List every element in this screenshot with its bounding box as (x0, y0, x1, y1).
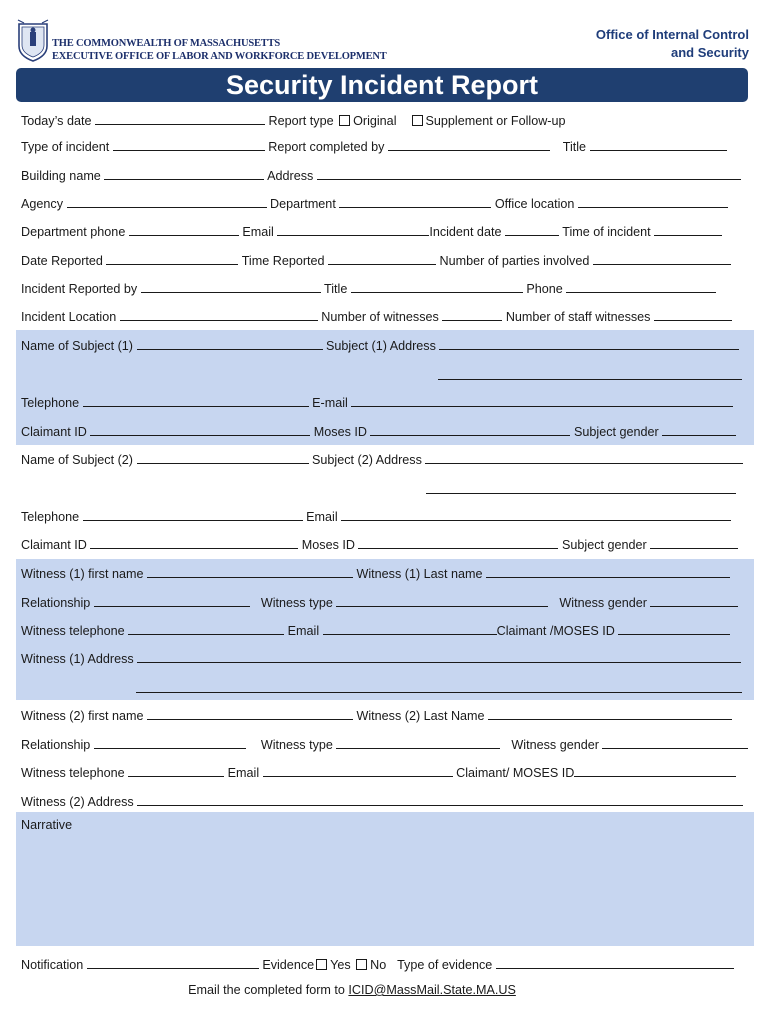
office-location-label: Office location (494, 197, 575, 211)
subject-2-claimant-id-label: Claimant ID (21, 538, 87, 552)
incident-reported-by-label: Incident Reported by (21, 282, 138, 296)
row-department-phone (21, 224, 722, 240)
subject-1-gender-field[interactable] (662, 424, 736, 436)
subject-2-name-field[interactable] (137, 452, 309, 464)
type-of-incident-label: Type of incident (21, 140, 110, 154)
type-of-incident-field[interactable] (113, 139, 265, 151)
subject-2-address-label: Subject (2) Address (312, 453, 422, 467)
supplement-label: Supplement or Follow-up (425, 114, 566, 128)
title-field[interactable] (590, 139, 727, 151)
row-incident-type (21, 139, 727, 155)
witness-1-relationship-label: Relationship (21, 596, 91, 610)
footer-email-instruction (0, 983, 704, 998)
witness-1-type-field[interactable] (336, 595, 548, 607)
row-witness-1-relationship (21, 595, 738, 611)
phone-label: Phone (526, 282, 563, 296)
row-incident-location (21, 309, 732, 325)
witness-1-relationship-field[interactable] (94, 595, 250, 607)
witness-2-type-label: Witness type (260, 738, 333, 752)
witness-2-address-label: Witness (2) Address (21, 795, 134, 809)
witness-1-claimant-moses-label: Claimant /MOSES ID (496, 624, 615, 638)
department-label: Department (270, 197, 336, 211)
reporter-title-label: Title (324, 282, 348, 296)
witness-2-last-name-label: Witness (2) Last Name (356, 709, 485, 723)
witness-2-first-name-field[interactable] (147, 708, 353, 720)
witness-2-gender-label: Witness gender (511, 738, 599, 752)
office-line-2: and Security (670, 45, 749, 60)
department-phone-label: Department phone (21, 225, 126, 239)
supplement-checkbox[interactable] (412, 115, 423, 126)
department-phone-field[interactable] (129, 224, 239, 236)
evidence-no-label: No (370, 958, 387, 972)
subject-1-email-label: E-mail (312, 396, 348, 410)
witness-1-first-name-label: Witness (1) first name (21, 567, 144, 581)
number-of-staff-witnesses-label: Number of staff witnesses (505, 310, 651, 324)
email-field[interactable] (277, 224, 429, 236)
number-of-parties-label: Number of parties involved (439, 254, 590, 268)
witness-2-email-label: Email (227, 766, 260, 780)
witness-1-first-name-field[interactable] (147, 566, 353, 578)
witness-1-gender-label: Witness gender (559, 596, 647, 610)
row-building (21, 168, 741, 184)
witness-1-email-label: Email (287, 624, 320, 638)
row-report-info (21, 113, 566, 129)
row-witness-2-relationship (21, 737, 748, 753)
row-subject-1-ids (21, 424, 736, 440)
narrative-label: Narrative (21, 818, 73, 832)
evidence-yes-checkbox[interactable] (316, 959, 327, 970)
witness-1-claimant-moses-field[interactable] (618, 623, 730, 635)
subject-2-gender-label: Subject gender (561, 538, 647, 552)
witness-2-claimant-moses-label: Claimant/ MOSES ID (456, 766, 575, 780)
subject-2-address-line-2[interactable] (426, 482, 736, 494)
form-title: Security Incident Report (16, 68, 748, 102)
row-reported-by (21, 281, 716, 297)
org-line-2: EXECUTIVE OFFICE OF LABOR AND WORKFORCE DEVELOPMENT (52, 50, 387, 62)
witness-1-address-line-2[interactable] (136, 681, 742, 693)
subject-1-claimant-id-field[interactable] (90, 424, 310, 436)
subject-1-address-label: Subject (1) Address (326, 339, 436, 353)
incident-location-field[interactable] (120, 309, 318, 321)
subject-2-email-label: Email (306, 510, 338, 524)
report-completed-by-label: Report completed by (268, 140, 385, 154)
report-type-label: Report type (268, 114, 334, 128)
title-label: Title (562, 140, 587, 154)
type-of-evidence-label: Type of evidence (397, 958, 493, 972)
subject-2-claimant-id-field[interactable] (90, 537, 298, 549)
subject-1-moses-id-label: Moses ID (313, 425, 367, 439)
department-field[interactable] (339, 196, 491, 208)
row-subject-2-ids (21, 537, 738, 553)
phone-field[interactable] (566, 281, 716, 293)
subject-2-telephone-field[interactable] (83, 509, 303, 521)
building-name-label: Building name (21, 169, 101, 183)
witness-1-email-field[interactable] (323, 623, 497, 635)
witness-2-relationship-field[interactable] (94, 737, 246, 749)
subject-2-address-field[interactable] (425, 452, 743, 464)
number-of-parties-field[interactable] (593, 253, 731, 265)
subject-1-claimant-id-label: Claimant ID (21, 425, 87, 439)
row-witness-2-name (21, 708, 732, 724)
notification-label: Notification (21, 958, 84, 972)
original-label: Original (353, 114, 397, 128)
address-label: Address (267, 169, 314, 183)
witness-2-last-name-field[interactable] (488, 708, 732, 720)
witness-2-address-field[interactable] (137, 794, 743, 806)
row-witness-1-name (21, 566, 730, 582)
witness-2-telephone-label: Witness telephone (21, 766, 125, 780)
witness-2-telephone-field[interactable] (128, 765, 224, 777)
row-subject-2-name (21, 452, 743, 468)
witness-1-last-name-field[interactable] (486, 566, 730, 578)
row-witness-1-telephone (21, 623, 730, 639)
witness-2-claimant-moses-field[interactable] (574, 765, 736, 777)
row-subject-1-address-2 (438, 368, 742, 384)
number-of-witnesses-label: Number of witnesses (321, 310, 439, 324)
witness-1-gender-field[interactable] (650, 595, 738, 607)
row-witness-1-address-2 (136, 681, 742, 697)
organization-name (52, 38, 387, 63)
incident-date-field[interactable] (505, 224, 559, 236)
time-of-incident-field[interactable] (654, 224, 722, 236)
row-date-reported (21, 253, 731, 269)
reporter-title-field[interactable] (351, 281, 523, 293)
witness-2-type-field[interactable] (336, 737, 500, 749)
narrative-area[interactable] (16, 812, 754, 946)
subject-1-telephone-label: Telephone (21, 396, 80, 410)
witness-1-type-label: Witness type (260, 596, 333, 610)
type-of-evidence-field[interactable] (496, 957, 734, 969)
row-subject-1-telephone (21, 395, 733, 411)
number-of-witnesses-field[interactable] (442, 309, 502, 321)
witness-2-first-name-label: Witness (2) first name (21, 709, 144, 723)
subject-2-moses-id-field[interactable] (358, 537, 558, 549)
email-address-link[interactable]: ICID@MassMail.State.MA.US (348, 983, 516, 997)
subject-2-email-field[interactable] (341, 509, 731, 521)
incident-date-label: Incident date (429, 225, 502, 239)
subject-1-name-label: Name of Subject (1) (21, 339, 133, 353)
subject-1-telephone-field[interactable] (83, 395, 309, 407)
todays-date-label: Today’s date (21, 114, 92, 128)
row-subject-2-telephone (21, 509, 731, 525)
evidence-yes-label: Yes (330, 958, 351, 972)
row-subject-1-name (21, 338, 739, 354)
subject-1-moses-id-field[interactable] (370, 424, 570, 436)
subject-1-email-field[interactable] (351, 395, 733, 407)
date-reported-label: Date Reported (21, 254, 103, 268)
subject-2-gender-field[interactable] (650, 537, 738, 549)
agency-label: Agency (21, 197, 64, 211)
incident-reported-by-field[interactable] (141, 281, 321, 293)
report-completed-by-field[interactable] (388, 139, 550, 151)
subject-2-name-label: Name of Subject (2) (21, 453, 133, 467)
time-of-incident-label: Time of incident (562, 225, 651, 239)
todays-date-field[interactable] (95, 113, 265, 125)
address-field[interactable] (317, 168, 741, 180)
evidence-label: Evidence (262, 958, 315, 972)
evidence-no-checkbox[interactable] (356, 959, 367, 970)
row-witness-2-address (21, 794, 743, 810)
email-instruction-text: Email the completed form to (188, 983, 345, 997)
row-witness-2-telephone (21, 765, 736, 781)
subject-1-name-field[interactable] (137, 338, 323, 350)
massachusetts-seal-icon (16, 18, 50, 62)
witness-2-email-field[interactable] (263, 765, 453, 777)
time-reported-label: Time Reported (241, 254, 325, 268)
row-subject-2-address-2 (426, 482, 736, 498)
org-line-1: THE COMMONWEALTH OF MASSACHUSETTS (52, 38, 281, 49)
subject-1-address-line-2[interactable] (438, 368, 742, 380)
witness-1-address-label: Witness (1) Address (21, 652, 134, 666)
notification-field[interactable] (87, 957, 259, 969)
building-name-field[interactable] (104, 168, 264, 180)
email-label: Email (242, 225, 274, 239)
subject-2-moses-id-label: Moses ID (301, 538, 355, 552)
row-agency (21, 196, 728, 212)
witness-1-last-name-label: Witness (1) Last name (356, 567, 483, 581)
agency-field[interactable] (67, 196, 267, 208)
incident-location-label: Incident Location (21, 310, 117, 324)
date-reported-field[interactable] (106, 253, 238, 265)
subject-2-telephone-label: Telephone (21, 510, 80, 524)
number-of-staff-witnesses-field[interactable] (654, 309, 732, 321)
subject-1-gender-label: Subject gender (573, 425, 659, 439)
row-notification (21, 957, 734, 973)
subject-1-address-field[interactable] (439, 338, 739, 350)
witness-1-telephone-field[interactable] (128, 623, 284, 635)
office-line-1: Office of Internal Control (595, 27, 749, 42)
witness-1-address-field[interactable] (137, 651, 741, 663)
witness-2-relationship-label: Relationship (21, 738, 91, 752)
original-checkbox[interactable] (339, 115, 350, 126)
witness-1-telephone-label: Witness telephone (21, 624, 125, 638)
time-reported-field[interactable] (328, 253, 436, 265)
office-name (596, 26, 749, 62)
witness-2-gender-field[interactable] (602, 737, 748, 749)
row-witness-1-address (21, 651, 741, 667)
office-location-field[interactable] (578, 196, 728, 208)
